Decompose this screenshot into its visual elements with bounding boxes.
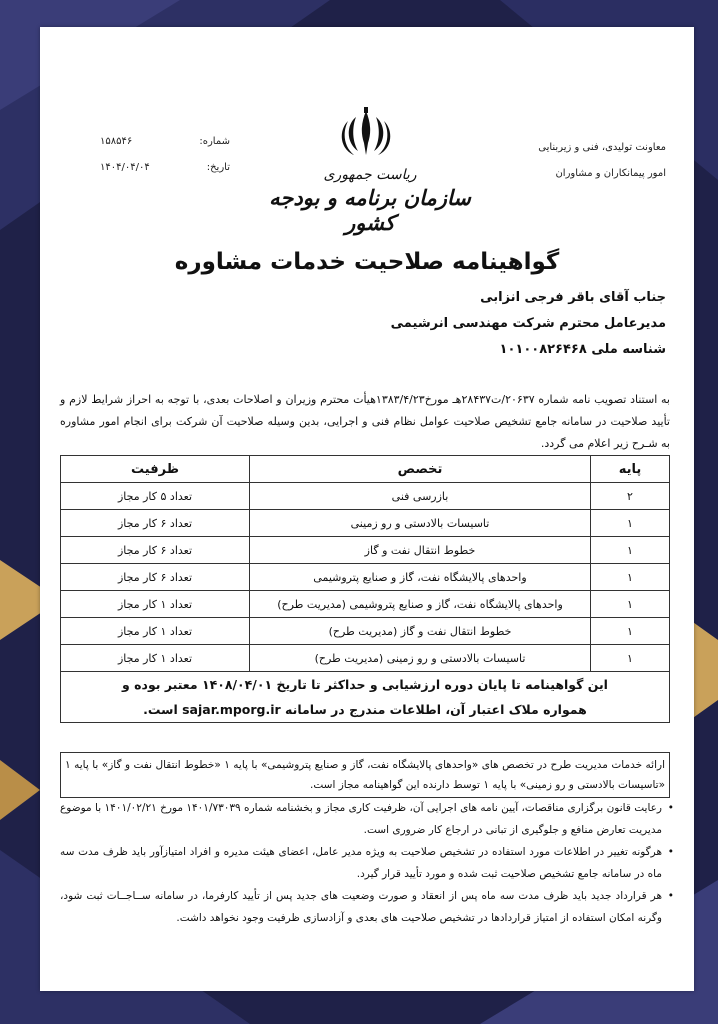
validity-row (61, 672, 670, 723)
row-grade: ۱ (591, 645, 670, 672)
deputy-block (466, 135, 666, 187)
row-grade: ۱ (591, 510, 670, 537)
header-capacity: ظرفیت (61, 456, 250, 483)
table-row (61, 537, 670, 564)
date-value: ۱۴۰۴/۰۴/۰۴ (100, 162, 150, 173)
table-header-row (61, 456, 670, 483)
row-specialty: تاسیسات بالادستی و رو زمینی (مدیریت طرح) (250, 645, 591, 672)
validity-cell (61, 672, 670, 723)
validity-line-1: این گواهینامه تا پایان دوره ارزشیابی و حداکثر تا تاریخ ۱۴۰۸/۰۴/۰۱ معتبر بوده و (122, 677, 608, 692)
recipient-block (246, 285, 666, 363)
iran-emblem-icon (316, 105, 416, 165)
row-specialty: واحدهای پالایشگاه نفت، گاز و صنایع پتروشیمی (250, 564, 591, 591)
row-grade: ۲ (591, 483, 670, 510)
row-specialty: خطوط انتقال نفت و گاز (250, 537, 591, 564)
row-capacity: تعداد ۵ کار مجاز (61, 483, 250, 510)
row-specialty: بازرسی فنی (250, 483, 591, 510)
org-presidency: ریاست جمهوری (323, 167, 417, 183)
org-name: سازمان برنامه و بودجه کشور (269, 185, 471, 235)
row-capacity: تعداد ۱ کار مجاز (61, 591, 250, 618)
date-label: تاریخ: (206, 162, 230, 173)
number-value: ۱۵۸۵۴۶ (100, 136, 133, 147)
recipient-name: جناب آقای باقر فرجی انزابی (480, 290, 666, 305)
row-specialty: واحدهای پالایشگاه نفت، گاز و صنایع پتروشیمی (مدیریت طرح) (250, 591, 591, 618)
validity-line-2: همواره ملاک اعتبار آن، اطلاعات مندرج در سامانه sajar.mporg.ir است. (143, 702, 587, 717)
header-grade: پایه (591, 456, 670, 483)
project-management-note: ارائه خدمات مدیریت طرح در تخصص های «واحدهای پالایشگاه نفت، گاز و صنایع پتروشیمی» با پایه ۱ «خطوط انتقال نفت و گاز» با پایه ۱ «تاسیسات بالادستی و رو زمینی» با پایه ۱ توسط دارنده این گواهینامه مجاز است. (60, 752, 670, 798)
row-capacity: تعداد ۱ کار مجاز (61, 645, 250, 672)
table-row (61, 564, 670, 591)
conditions-list (60, 797, 676, 929)
list-item: • هر قرارداد جدید باید ظرف مدت سه ماه پس از انعقاد و صورت وضعیت های جدید پس از تأیید کارفرما، در سامانه ســاجــات ثبت شود، وگرنه امکان استفاده از امتیاز قراردادها در تشخیص صلاحیت های بعدی و آزادسازی ظرفیت وجود نخواهد داشت. (60, 885, 662, 929)
row-grade: ۱ (591, 537, 670, 564)
number-label: شماره: (199, 136, 230, 147)
table-row (61, 483, 670, 510)
list-item: • هرگونه تغییر در اطلاعات مورد استفاده در تشخیص صلاحیت به ویژه مدیر عامل، اعضای هیئت مدیره و افراد امتیازآور باید ظرف مدت سه ماه در سامانه جامع تشخیص صلاحیت ثبت شده و مورد تأیید قرار گیرد. (60, 841, 662, 885)
table-row (61, 510, 670, 537)
intro-paragraph: به استناد تصویب نامه شماره ۲۰۶۳۷/ت۲۸۴۳۷هـ مورخ۱۳۸۳/۴/۲۳هیأت محترم وزیران و اصلاحات بعدی، با توجه به احراز شرایط لازم و تأیید صلاحیت در سامانه جامع تشخیص صلاحیت عوامل نظام فنی و اجرایی، بدین وسیله صلاحیت آن شرکت برای انجام امور مشاوره به شـرح زیر اعلام می گردد. (60, 393, 670, 450)
row-capacity: تعداد ۱ کار مجاز (61, 618, 250, 645)
header-specialty: تخصص (250, 456, 591, 483)
row-capacity: تعداد ۶ کار مجاز (61, 564, 250, 591)
row-specialty: تاسیسات بالادستی و رو زمینی (250, 510, 591, 537)
qualification-table (60, 455, 670, 723)
recipient-national-id: شناسه ملی ۱۰۱۰۰۸۲۶۴۶۸ (499, 342, 666, 357)
recipient-position: مدیرعامل محترم شرکت مهندسی انرشیمی (390, 316, 666, 331)
row-capacity: تعداد ۶ کار مجاز (61, 537, 250, 564)
table-row (61, 645, 670, 672)
org-logo-text (260, 167, 480, 235)
row-specialty: خطوط انتقال نفت و گاز (مدیریت طرح) (250, 618, 591, 645)
row-capacity: تعداد ۶ کار مجاز (61, 510, 250, 537)
deputy-line-1: معاونت تولیدی، فنی و زیربنایی (538, 142, 666, 153)
certificate-title: گواهینامه صلاحیت خدمات مشاوره (174, 249, 560, 275)
number-date-block (100, 129, 230, 181)
deputy-line-2: امور پیمانکاران و مشاوران (555, 168, 666, 179)
row-grade: ۱ (591, 564, 670, 591)
table-row (61, 618, 670, 645)
row-grade: ۱ (591, 591, 670, 618)
certificate-paper (40, 27, 694, 991)
list-item: • رعایت قانون برگزاری مناقصات، آیین نامه های اجرایی آن، ظرفیت کاری مجاز و بخشنامه شماره ۱۴۰۱/۷۳۰۳۹ مورخ ۱۴۰۱/۰۲/۲۱ با موضوع مدیریت تعارض منافع و جلوگیری از تبانی در ارجاع کار ضروری است. (60, 797, 662, 841)
row-grade: ۱ (591, 618, 670, 645)
table-row (61, 591, 670, 618)
